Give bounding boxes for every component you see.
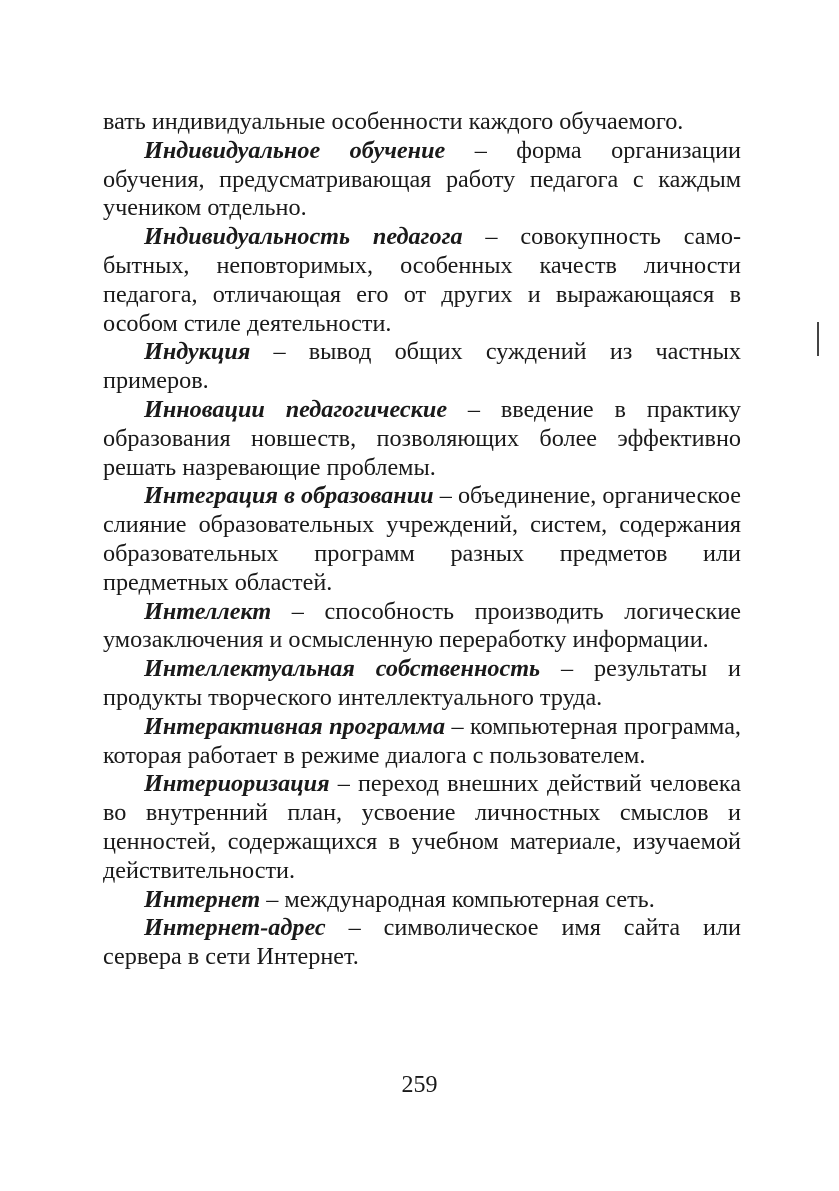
- glossary-dash: –: [271, 597, 325, 625]
- glossary-definition: символическое имя сайта или сервера в сети Интернет.: [103, 914, 742, 971]
- glossary-dash: –: [329, 770, 358, 798]
- glossary-term: Инновации педагогические: [144, 395, 448, 423]
- glossary-dash: –: [325, 914, 384, 942]
- glossary-dash: –: [260, 885, 285, 913]
- glossary-definition: вать индивидуальные особенности каждого обучаемого.: [103, 108, 684, 135]
- glossary-entry: [103, 482, 741, 597]
- glossary-continuation: [103, 108, 741, 137]
- glossary-definition: введение в практику образования новшеств, позволяющих более эффективно решать назревающие проблемы.: [103, 395, 741, 481]
- glossary-definition: вывод общих суждений из частных примеров.: [103, 338, 741, 395]
- glossary-term: Интернет-адрес: [144, 914, 326, 942]
- glossary-definition: совокупность самобытных, неповторимых, особенных качеств личности педагога, отличающая его от других и выражающаяся в особом стиле деятельности.: [103, 223, 741, 337]
- glossary-term: Интеграция в образовании: [144, 482, 434, 510]
- glossary-definition: результаты и продукты творческого интеллектуального труда.: [103, 655, 741, 711]
- glossary-dash: –: [433, 482, 458, 510]
- glossary-entry: [103, 914, 741, 972]
- glossary-dash: –: [250, 338, 309, 366]
- page-number: 259: [401, 1072, 438, 1098]
- glossary-term: Интерактивная программа: [144, 712, 446, 740]
- glossary-entry: [103, 137, 741, 223]
- glossary-term: Индукция: [144, 338, 251, 366]
- glossary-term: Интериоризация: [144, 770, 330, 798]
- glossary-entry: [103, 223, 741, 338]
- glossary-term: Индивидуальность педагога: [144, 223, 463, 251]
- margin-line-mark: [817, 322, 819, 356]
- glossary-entry: [103, 886, 741, 915]
- glossary-entry: [103, 338, 741, 396]
- glossary-text: [103, 108, 741, 972]
- glossary-entry: [103, 713, 741, 771]
- glossary-term: Индивидуальное обучение: [144, 136, 446, 164]
- glossary-term: Интернет: [144, 885, 261, 913]
- glossary-entry: [103, 655, 741, 713]
- glossary-definition: форма организации обучения, предусматривающая работу педагога с каждым учеником отдельно.: [103, 136, 741, 222]
- glossary-dash: –: [447, 395, 501, 423]
- glossary-entry: [103, 396, 741, 482]
- glossary-term: Интеллект: [144, 597, 272, 625]
- glossary-entry: [103, 770, 741, 885]
- glossary-definition: компьютерная программа, которая работает в режиме диалога с пользователем.: [103, 712, 741, 769]
- glossary-dash: –: [445, 712, 471, 740]
- glossary-definition: объединение, органическое слияние образовательных учреждений, систем, содержания образовательных программ разных предметов или предметных областей.: [103, 482, 742, 596]
- glossary-term: Интеллектуальная собственность: [144, 655, 541, 683]
- glossary-definition: международная компьютерная сеть.: [284, 885, 655, 913]
- glossary-dash: –: [462, 223, 521, 251]
- glossary-entry: [103, 598, 741, 656]
- glossary-dash: –: [445, 136, 517, 164]
- glossary-definition: переход внешних действий человека во внутренний план, усвоение личностных смыслов и ценностей, содержащихся в учебном материале, изучаемой действительности.: [103, 770, 741, 884]
- glossary-dash: –: [540, 655, 594, 683]
- glossary-definition: способность производить логические умозаключения и осмысленную переработку информации.: [103, 597, 741, 654]
